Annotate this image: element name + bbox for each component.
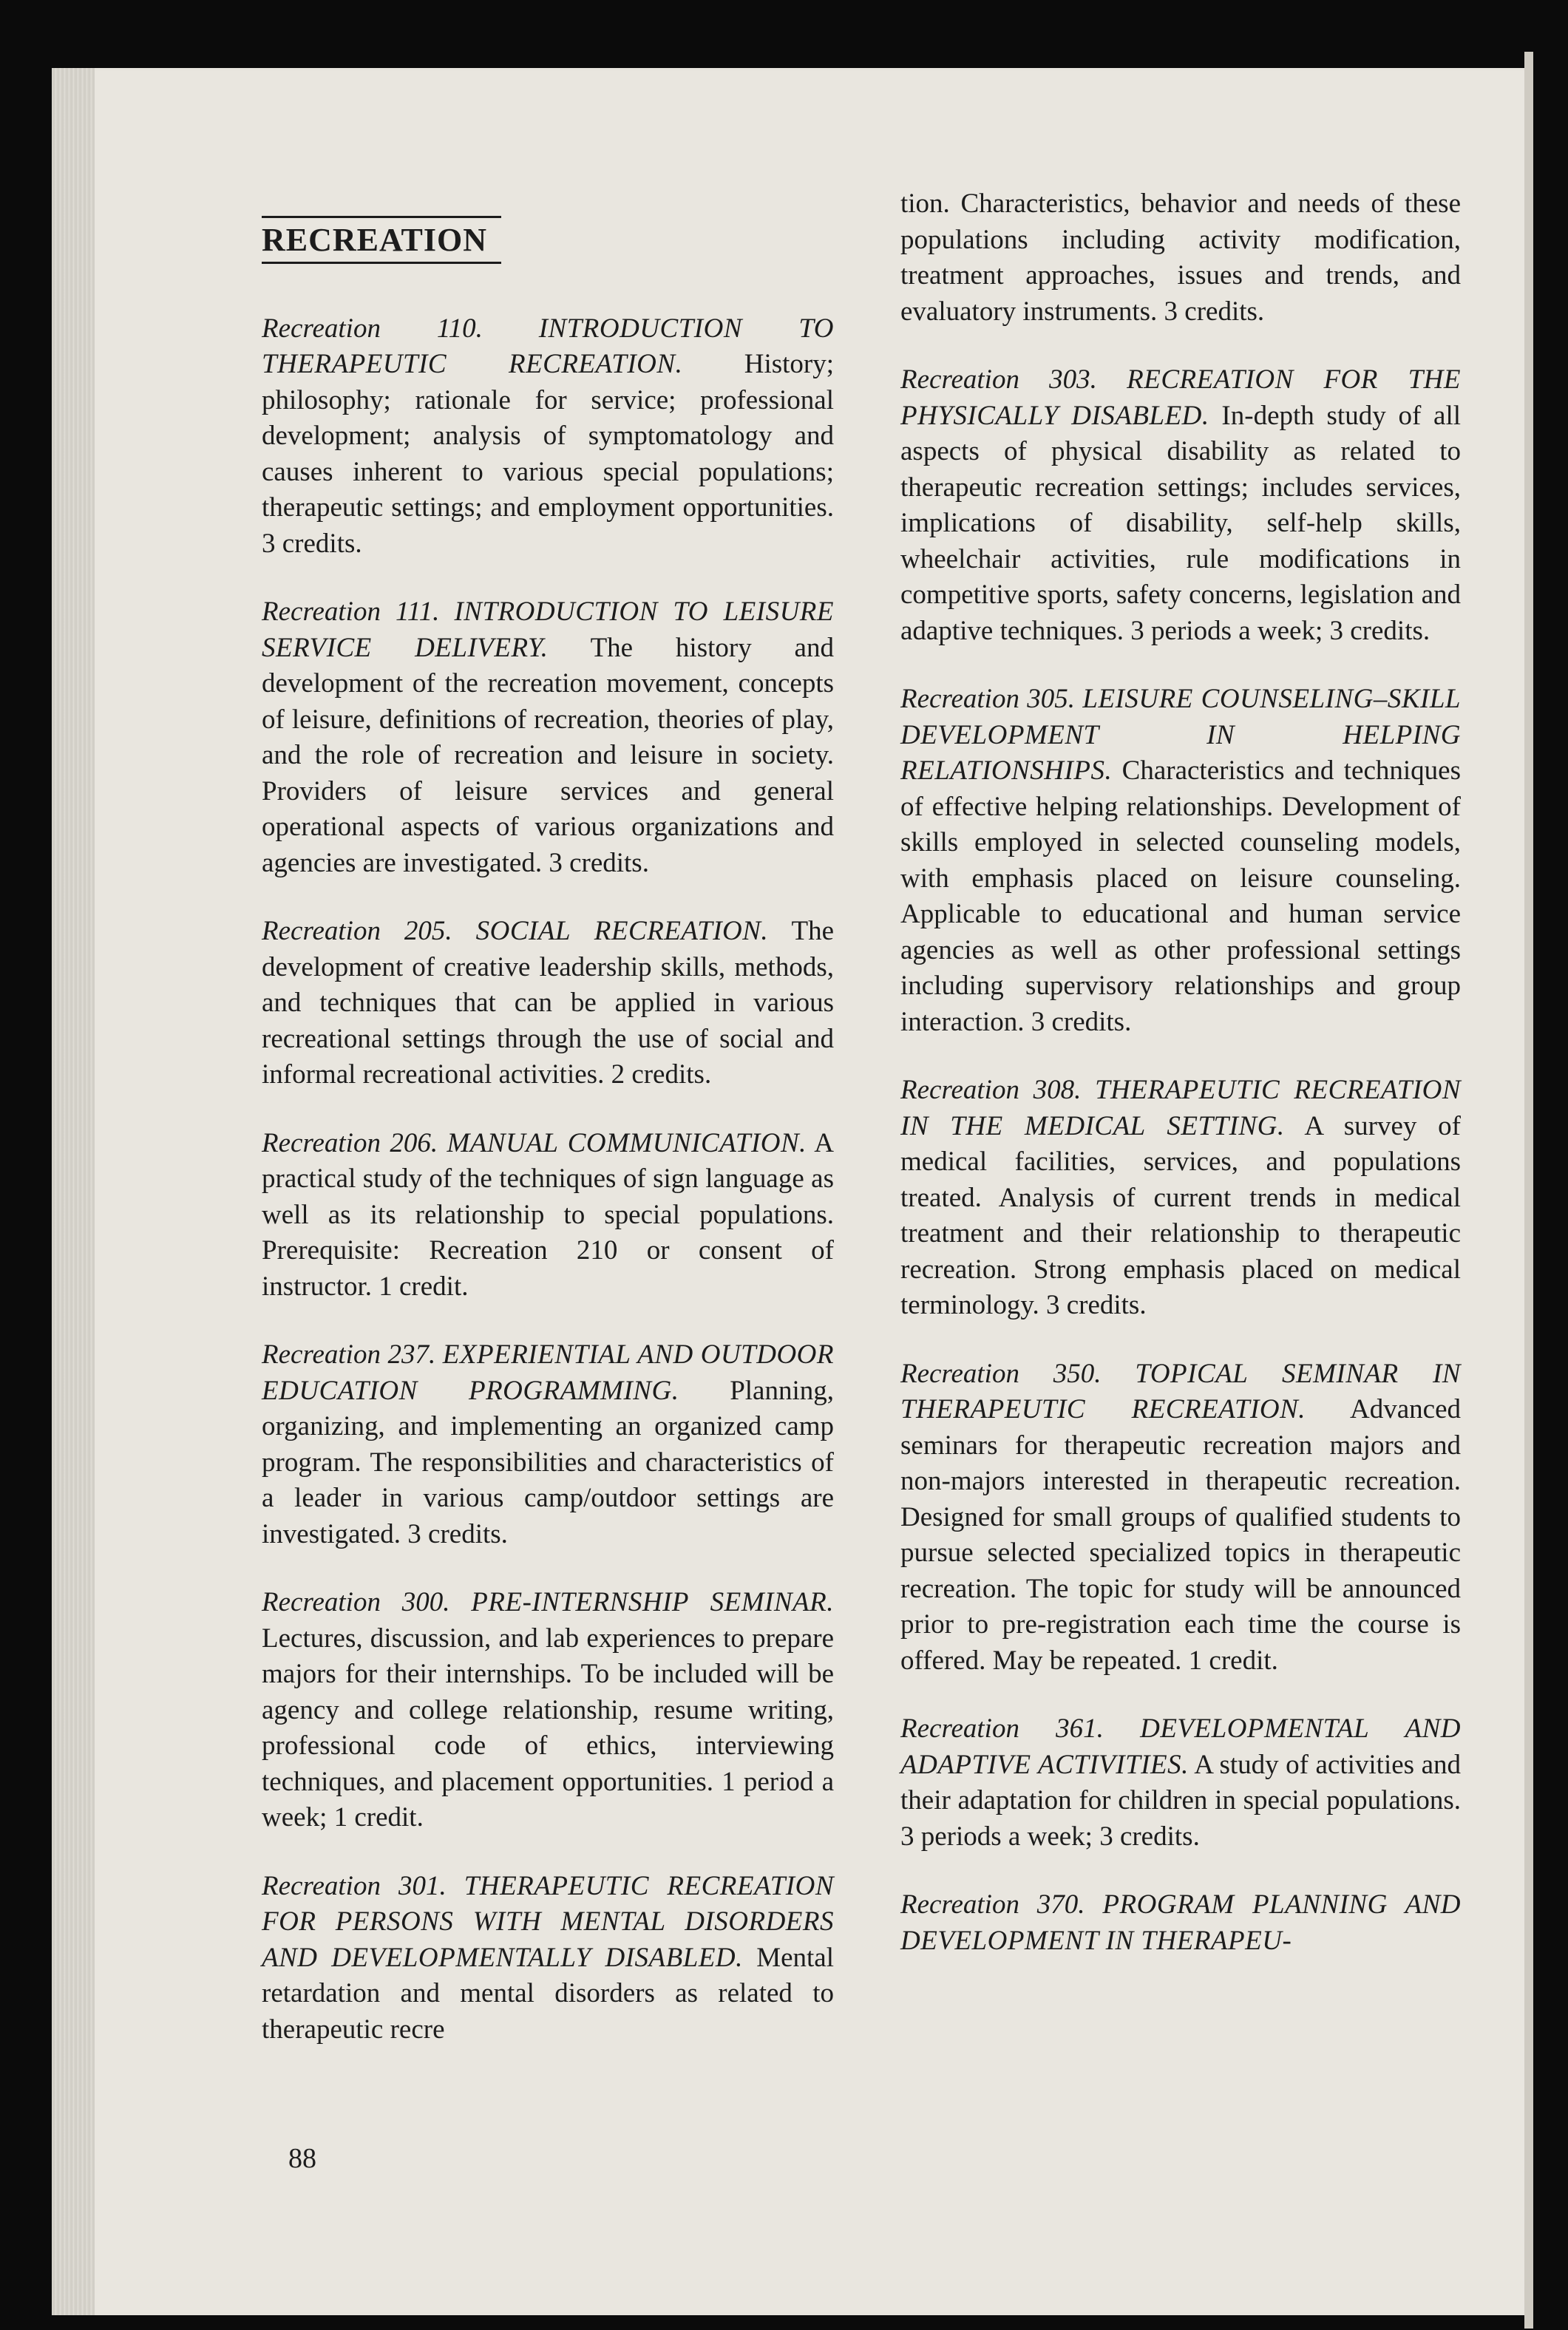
course-number: Recreation 305. — [900, 684, 1076, 714]
course-description: The history and development of the recreation movement, concepts of leisure, definitions of recreation, theories of play, and the role of recreation and leisure in society. Providers of leisure services and general operational aspects of various organizations and agencies are investigated. 3 credits. — [262, 632, 834, 878]
course-title: INTRODUCTION TO THERAPEUTIC RECREATION. — [262, 313, 834, 379]
page-number: 88 — [288, 2143, 316, 2174]
course-title: PROGRAM PLANNING AND DEVELOPMENT IN THERAPEU- — [900, 1889, 1461, 1956]
course-number: Recreation 301. — [262, 1870, 447, 1901]
continued-description: tion. Characteristics, behavior and needs of these populations including activity modification, treatment approaches, issues and trends, and evaluatory instruments. 3 credits. — [900, 188, 1461, 327]
course-title: SOCIAL RECREATION. — [475, 916, 769, 946]
left-column — [262, 216, 834, 2080]
course-number: Recreation 205. — [262, 916, 452, 946]
course-number: Recreation 361. — [900, 1713, 1104, 1744]
course-description: A practical study of the techniques of sign language as well as its relationship to special populations. Prerequisite: Recreation 210 or consent of instructor. 1 credit. — [262, 1127, 834, 1302]
course-entry — [262, 311, 834, 563]
course-title: DEVELOPMENTAL AND ADAPTIVE ACTIVITIES. — [900, 1713, 1461, 1780]
course-number: Recreation 237. — [262, 1339, 436, 1370]
course-number: Recreation 111. — [262, 597, 440, 627]
section-title: RECREATION — [262, 216, 501, 264]
course-description: Characteristics and techniques of effective helping relationships. Development of skills employed in selected counseling models, with emphasis placed on leisure counseling. Applicable to educational and human service agencies as well as other professional settings including supervisory relationships and group interaction. 3 credits. — [900, 755, 1462, 1037]
course-entry — [900, 362, 1461, 649]
course-title: PRE-INTERNSHIP SEMINAR. — [471, 1587, 834, 1617]
course-description: History; philosophy; rationale for service; professional development; analysis of symptomatology and causes inherent to various special populations; therapeutic settings; and employment opportunities. 3 credits. — [262, 349, 834, 559]
course-entry — [900, 1073, 1461, 1324]
course-description: Planning, organizing, and implementing an organized camp program. The responsibilities and characteristics of a leader in various camp/outdoor settings are investigated. 3 credits. — [262, 1375, 834, 1549]
course-description: Advanced seminars for therapeutic recreation majors and non-majors interested in therapeutic recreation. Designed for small groups of qualified students to pursue selected specialized topics in therapeutic recreation. The topic for study will be announced prior to pre-registration each time the course is offered. May be repeated. 1 credit. — [900, 1394, 1461, 1676]
course-title: RECREATION FOR THE PHYSICALLY DISABLED. — [900, 364, 1461, 431]
course-title: EXPERIENTIAL AND OUTDOOR EDUCATION PROGRAMMING. — [262, 1339, 834, 1406]
course-entry — [900, 682, 1461, 1040]
course-title: LEISURE COUNSELING–SKILL DEVELOPMENT IN HELPING RELATIONSHIPS. — [900, 684, 1461, 786]
facing-page-edge — [1524, 52, 1533, 2329]
course-number: Recreation 206. — [262, 1127, 438, 1158]
right-column — [900, 186, 1461, 1991]
course-number: Recreation 350. — [900, 1358, 1102, 1389]
course-entry — [262, 1869, 834, 2048]
course-description: The development of creative leadership skills, methods, and techniques that can be applied in various recreational settings through the use of social and informal recreational activities. 2 credits. — [262, 916, 834, 1090]
course-number: Recreation 370. — [900, 1889, 1085, 1920]
course-number: Recreation 300. — [262, 1587, 450, 1617]
page-stack-edge — [52, 68, 95, 2315]
course-description: Mental retardation and mental disorders as related to therapeutic recre — [262, 1942, 834, 2045]
course-entry — [262, 1126, 834, 1305]
course-description: In-depth study of all aspects of physical disability as related to therapeutic recreation settings; includes services, implications of disability, self-help skills, wheelchair activities, rule modifications in competitive sports, safety concerns, legislation and adaptive techniques. 3 periods a week; 3 credits. — [900, 400, 1462, 646]
course-entry — [262, 594, 834, 881]
course-entry — [262, 1337, 834, 1552]
course-number: Recreation 110. — [262, 313, 483, 344]
course-entry — [900, 1356, 1461, 1679]
course-description: A study of activities and their adaptation for children in special populations. 3 periods a week; 3 credits. — [900, 1749, 1461, 1852]
course-number: Recreation 308. — [900, 1075, 1082, 1105]
course-entry — [262, 914, 834, 1093]
course-description: Lectures, discussion, and lab experiences to prepare majors for their internships. To be included will be agency and college relationship, resume writing, professional code of ethics, interviewing techniques, and placement opportunities. 1 period a week; 1 credit. — [262, 1623, 834, 1833]
course-title: MANUAL COMMUNICATION. — [447, 1127, 807, 1158]
course-entry — [262, 1585, 834, 1836]
course-title: THERAPEUTIC RECREATION IN THE MEDICAL SETTING. — [900, 1075, 1461, 1141]
course-entry — [900, 1887, 1461, 1959]
course-entry — [900, 1711, 1461, 1855]
course-description: A survey of medical facilities, services, and populations treated. Analysis of current trends in medical treatment and their relationship to therapeutic recreation. Strong emphasis placed on medical terminology. 3 credits. — [900, 1110, 1461, 1320]
course-title: TOPICAL SEMINAR IN THERAPEUTIC RECREATION. — [900, 1358, 1461, 1424]
course-title: THERAPEUTIC RECREATION FOR PERSONS WITH MENTAL DISORDERS AND DEVELOPMENTALLY DISABLED. — [262, 1870, 834, 1973]
course-number: Recreation 303. — [900, 364, 1097, 395]
course-title: INTRODUCTION TO LEISURE SERVICE DELIVERY. — [262, 597, 835, 663]
